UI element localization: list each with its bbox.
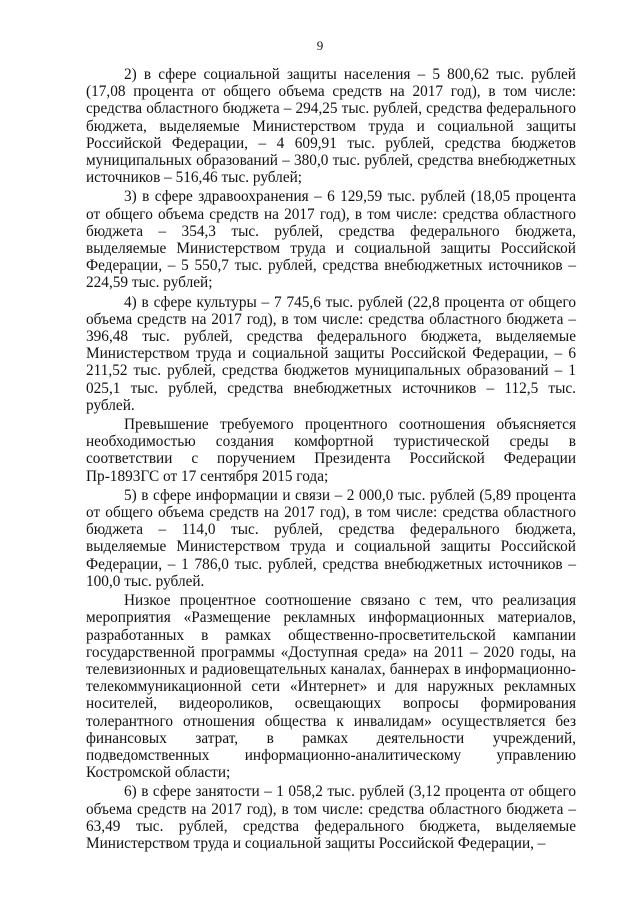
document-body xyxy=(86,66,576,854)
paragraph-healthcare: 3) в сфере здравоохранения – 6 129,59 тыс. рублей (18,05 процента от общего объема средств на 2017 год), в том числе: средства областного бюджета – 354,3 тыс. рублей, средства федерального бюджета, выделяемые Министерством труда и социальной защиты Российской Федерации, – 5 550,7 тыс. рублей, средства внебюджетных источников – 224,59 тыс. рублей; xyxy=(86,188,576,292)
paragraph-social-protection: 2) в сфере социальной защиты населения – 5 800,62 тыс. рублей (17,08 процента от общего объема средств на 2017 год), в том числе: средства областного бюджета – 294,25 тыс. рублей, средства федерального бюджета, выделяемые Министерством труда и социальной защиты Российской Федерации, – 4 609,91 тыс. рублей, средства бюджетов муниципальных образований – 380,0 тыс. рублей, средства внебюджетных источников – 516,46 тыс. рублей; xyxy=(86,66,576,187)
paragraph-information-explanation: Низкое процентное соотношение связано с тем, что реализация мероприятия «Размещение рекламных информационных материалов, разработанных в рамках общественно-просветительской кампании государственной программы «Доступная среда» на 2011 – 2020 годы, на телевизионных и радиовещательных каналах, баннерах в информационно-телекоммуникационной сети «Интернет» и для наружных рекламных носителей, видеороликов, освещающих вопросы формирования толерантного отношения общества к инвалидам» осуществляется без финансовых затрат, в рамках деятельности учреждений, подведомственных информационно-аналитическому управлению Костромской области; xyxy=(86,592,576,782)
paragraph-information: 5) в сфере информации и связи – 2 000,0 тыс. рублей (5,89 процента от общего объема средств на 2017 год), в том числе: средства областного бюджета – 114,0 тыс. рублей, средства федерального бюджета, выделяемые Министерством труда и социальной защиты Российской Федерации, – 1 786,0 тыс. рублей, средства внебюджетных источников – 100,0 тыс. рублей. xyxy=(86,486,576,590)
paragraph-culture: 4) в сфере культуры – 7 745,6 тыс. рублей (22,8 процента от общего объема средств на 2017 год), в том числе: средства областного бюджета – 396,48 тыс. рублей, средства федерального бюджета, выделяемые Министерством труда и социальной защиты Российской Федерации, – 6 211,52 тыс. рублей, средства бюджетов муниципальных образований – 1 025,1 тыс. рублей, средства внебюджетных источников – 112,5 тыс. рублей. xyxy=(86,293,576,414)
paragraph-employment: 6) в сфере занятости – 1 058,2 тыс. рублей (3,12 процента от общего объема средств на 2017 год), в том числе: средства областного бюджета – 63,49 тыс. рублей, средства федерального бюджета, выделяемые Министерством труда и социальной защиты Российской Федерации, – xyxy=(86,783,576,852)
page-number: 9 xyxy=(316,38,324,53)
paragraph-culture-explanation: Превышение требуемого процентного соотношения объясняется необходимостью создания комфортной туристической среды в соответствии с поручением Президента Российской Федерации Пр-1893ГС от 17 сентября 2015 года; xyxy=(86,416,576,485)
